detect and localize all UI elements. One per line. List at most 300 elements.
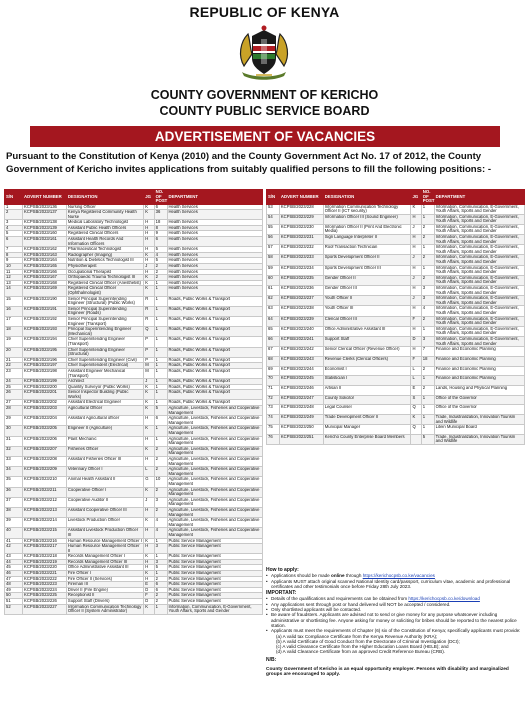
row-sn: 44 (5, 559, 23, 565)
apply-text: Applications should be made (271, 573, 332, 579)
row-sn: 16 (5, 306, 23, 316)
row-designation: Office Administrative Assistant III (323, 326, 411, 336)
vacancies-link[interactable]: https://kerichocpsb.co.ke/vacancies (362, 573, 435, 579)
row-designation: Chief Superintendent (Electrical) (66, 363, 143, 369)
row-designation: Engineer II (Agriculture) (66, 426, 143, 436)
table-row (267, 286, 525, 296)
table-row (267, 245, 525, 255)
table-row (5, 528, 263, 538)
row-jg: H (144, 528, 154, 538)
row-department: Public Service Management (167, 587, 263, 593)
row-advert-number: KCPSB/2023/222 (23, 576, 67, 582)
row-posts: 1 (154, 337, 167, 347)
row-designation: Youth Officer II (323, 296, 411, 306)
row-advert-number: KCPSB/2023/165 (23, 264, 67, 270)
row-jg: Q (144, 327, 154, 337)
row-sn: 28 (5, 406, 23, 416)
row-department: Agriculture, Livestock, Fisheries and Cooperative Management (167, 416, 263, 426)
row-posts: 1 (421, 265, 434, 275)
row-sn: 11 (5, 269, 23, 275)
row-jg: R (144, 296, 154, 306)
row-designation: Trade Development Officer II (323, 414, 411, 424)
row-jg: G (144, 477, 154, 487)
row-advert-number: KCPSB/2023/204 (23, 416, 67, 426)
row-designation: Radiographer (Imaging) (66, 252, 143, 258)
row-designation: Assistant Agricultural officer (66, 416, 143, 426)
header (0, 0, 529, 120)
row-designation: Agricultural Officer (66, 406, 143, 416)
row-designation: Office Administrative Assistant III (66, 565, 143, 571)
row-department: Agriculture, Livestock, Fisheries and Cooperative Management (167, 487, 263, 497)
row-designation: Registered Clinical Officer (Ophthalmologist) (66, 286, 143, 296)
row-department: Office of the Governor (434, 405, 524, 415)
row-jg: M (144, 368, 154, 378)
row-designation: Orthopaedic Trauma Technologist III (66, 275, 143, 281)
col-designation: DESIGNATION (66, 190, 143, 205)
table-row (267, 306, 525, 316)
row-posts: 1 (154, 357, 167, 363)
row-designation: Senior Principal Superintending Engineer (Roads) (66, 306, 143, 316)
row-jg: K (144, 204, 154, 210)
board-title: COUNTY PUBLIC SERVICE BOARD (159, 104, 370, 118)
table-row (267, 376, 525, 386)
row-posts: 5 (154, 565, 167, 571)
row-department: Agriculture, Livestock, Fisheries and Cooperative Management (167, 518, 263, 528)
row-sn: 68 (267, 356, 280, 366)
row-posts: 6 (154, 237, 167, 247)
row-designation: Support Staff (Drivers) (66, 599, 143, 605)
row-department: Health Services (167, 264, 263, 270)
row-department: Agriculture, Livestock, Fisheries and Cooperative Management (167, 528, 263, 538)
row-advert-number: KCPSB/2023/218 (23, 554, 67, 560)
row-sn: 12 (5, 275, 23, 281)
row-jg: J (411, 224, 421, 234)
row-designation: Youth Officer III (323, 306, 411, 316)
row-designation: Animal Health Assistant II (66, 477, 143, 487)
row-sn: 42 (5, 544, 23, 554)
row-department: Roads, Public Works & Transport (167, 327, 263, 337)
row-advert-number: KCPSB/2023/225 (23, 593, 67, 599)
row-advert-number: KCPSB/2023/191 (23, 306, 67, 316)
row-advert-number: KCPSB/2023/195 (23, 347, 67, 357)
requirement-crb: (d) A valid Clearance Certificate from an approved Credit Reference Bureau (CRB). (276, 649, 446, 655)
row-advert-number: KCPSB/2023/248 (279, 405, 323, 415)
row-jg: J (411, 296, 421, 306)
table-row (267, 405, 525, 415)
row-department: Agriculture, Livestock, Fisheries and Cooperative Management (167, 406, 263, 416)
row-posts: 7 (421, 347, 434, 357)
row-department: Trade, Industrialization, Innovation Tourism and Wildlife (434, 434, 524, 444)
row-posts: 8 (154, 225, 167, 231)
row-jg: K (411, 414, 421, 424)
row-department: Health Services (167, 269, 263, 275)
row-sn: 14 (5, 286, 23, 296)
row-designation: Receptionist II (66, 593, 143, 599)
row-advert-number: KCPSB/2023/208 (23, 457, 67, 467)
row-jg: M (144, 363, 154, 369)
row-jg: Q (411, 425, 421, 435)
row-sn: 64 (267, 316, 280, 326)
requirement-kra: (a) A valid tax Compliance Certificate from the Kenya Revenue Authority (KRA); (276, 633, 438, 639)
row-designation: Human Resource Management Officer II (66, 544, 143, 554)
row-posts: 2 (421, 255, 434, 265)
row-posts: 18 (154, 220, 167, 226)
table-row (267, 316, 525, 326)
row-designation: Records Management Officer I (66, 554, 143, 560)
row-department: Roads, Public Works & Transport (167, 347, 263, 357)
intro-paragraph: Pursuant to the Constitution of Kenya (2010) and the County Government Act No. 17 of 2012, the County Government of Kericho invites applications from suitably qualified persons to fill the following positions: - (6, 151, 492, 175)
row-posts: 1 (421, 326, 434, 336)
row-advert-number: KCPSB/2023/216 (23, 538, 67, 544)
download-link[interactable]: https://kerichocpsb.co.ke/download (408, 596, 480, 602)
row-jg: H (144, 237, 154, 247)
row-department: Public Service Management (167, 582, 263, 588)
row-department: Roads, Public Works & Transport (167, 363, 263, 369)
row-department: Lands, Housing and Physical Planning (434, 385, 524, 395)
row-department: Agriculture, Livestock, Fisheries and Cooperative Management (167, 497, 263, 507)
row-sn: 17 (5, 316, 23, 326)
row-sn: 55 (267, 224, 280, 234)
row-department: Public Service Management (167, 554, 263, 560)
shortlisted-item: • Only shortlisted applicants will be contacted. (266, 607, 525, 612)
row-department: Agriculture, Livestock, Fisheries and Cooperative Management (167, 467, 263, 477)
row-advert-number: KCPSB/2023/205 (23, 426, 67, 436)
table-row (5, 406, 263, 416)
row-posts: 1 (154, 426, 167, 436)
row-sn: 56 (267, 235, 280, 245)
row-jg: H (411, 306, 421, 316)
row-department: Public Service Management (167, 571, 263, 577)
row-jg: K (144, 571, 154, 577)
row-department: Litein Municipal Board (434, 425, 524, 435)
table-row (5, 237, 263, 247)
table-row (5, 416, 263, 426)
row-advert-number: KCPSB/2023/226 (23, 599, 67, 605)
row-posts: 6 (154, 587, 167, 593)
row-advert-number: KCPSB/2023/166 (23, 269, 67, 275)
row-designation: Pharmaceutical Technologist (66, 247, 143, 253)
row-advert-number: KCPSB/2023/241 (279, 336, 323, 346)
table-row (5, 446, 263, 456)
chapter-six-item: • Applicants must meet the requirements of Chapter (6) six of the Constitution of Kenya; specifically applicants must provide: (266, 628, 525, 633)
row-jg: K (144, 286, 154, 296)
row-designation: Statistician I (323, 376, 411, 386)
row-posts: 2 (154, 576, 167, 582)
row-designation: Revenue Clerks (Clerical Officers) (323, 356, 411, 366)
row-department: Information, Communication, E-Government, Youth Affairs, Sports and Gender (434, 255, 524, 265)
row-designation: Economist I (323, 366, 411, 376)
row-jg: L (411, 366, 421, 376)
row-posts: 1 (154, 280, 167, 286)
row-jg: P (144, 357, 154, 363)
row-sn: 18 (5, 327, 23, 337)
row-posts: 1 (421, 376, 434, 386)
row-posts: 2 (421, 224, 434, 234)
row-department: Finance and Economic Planning (434, 376, 524, 386)
row-department: Finance and Economic Planning (434, 347, 524, 357)
row-jg: K (144, 210, 154, 220)
row-department: Health Services (167, 258, 263, 264)
row-designation: Assistant Livestock Production Officer III (66, 528, 143, 538)
row-advert-number: KCPSB/2023/206 (23, 436, 67, 446)
col-posts: NO. OF POST (155, 189, 168, 203)
row-jg: H (144, 544, 154, 554)
row-posts: 1 (421, 204, 434, 214)
row-department: Information, Communication, E-Government, Youth Affairs, Sports and Gender (434, 224, 524, 234)
row-posts: 1 (154, 347, 167, 357)
row-jg: H (144, 576, 154, 582)
row-jg: H (411, 347, 421, 357)
row-department: Public Service Management (167, 565, 263, 571)
table-row (5, 436, 263, 446)
row-jg: H (144, 416, 154, 426)
row-posts: 2 (154, 507, 167, 517)
row-posts: 2 (154, 264, 167, 270)
row-department: Agriculture, Livestock, Fisheries and Cooperative Management (167, 507, 263, 517)
row-designation: Assistant Cooperative Officer III (66, 507, 143, 517)
row-sn: 37 (5, 497, 23, 507)
left-vacancy-table (4, 189, 263, 615)
row-department: Health Services (167, 252, 263, 258)
row-department: Information, Communication, E-Government, Youth Affairs, Sports and Gender (434, 336, 524, 346)
row-jg: H (411, 265, 421, 275)
row-sn: 27 (5, 400, 23, 406)
row-jg: D (144, 599, 154, 605)
table-row (5, 306, 263, 316)
col-designation: DESIGNATION (323, 190, 411, 205)
row-posts: 36 (154, 210, 167, 220)
row-designation: Principal Superintending Engineer (Mechanical) (66, 327, 143, 337)
table-row (267, 336, 525, 346)
row-jg: K (411, 204, 421, 214)
row-designation: Chief Superintending Engineer (Structural) (66, 347, 143, 357)
table-row (267, 204, 525, 214)
row-sn: 20 (5, 347, 23, 357)
table-row (267, 214, 525, 224)
col-advert-number: ADVERT NUMBER (279, 190, 323, 205)
apply-online-word: online (331, 573, 345, 579)
row-sn: 2 (5, 210, 23, 220)
row-designation: Sports Development Officer III (323, 265, 411, 275)
row-posts: 5 (154, 406, 167, 416)
table-row (5, 497, 263, 507)
row-jg: H (144, 225, 154, 231)
row-sn: 24 (5, 379, 23, 385)
row-jg: K (144, 384, 154, 390)
row-posts: 9 (154, 231, 167, 237)
row-jg: R (144, 306, 154, 316)
row-sn: 30 (5, 426, 23, 436)
row-posts: 4 (154, 252, 167, 258)
row-department: Office of the Governor (434, 395, 524, 405)
row-posts: 1 (154, 384, 167, 390)
row-department: Agriculture, Livestock, Fisheries and Cooperative Management (167, 426, 263, 436)
row-posts: 3 (154, 497, 167, 507)
row-sn: 69 (267, 366, 280, 376)
row-advert-number: KCPSB/2023/214 (23, 518, 67, 528)
row-posts: 1 (154, 604, 167, 614)
fraudsters-item: • Be aware of fraudsters. Applicants are advised not to send or give money for any purpose whatsoever including administrative or shortlisting fee. Anyone asking for money or soliciting for bribes should be reported to the nearest police station. (266, 612, 525, 628)
row-jg: K (144, 538, 154, 544)
row-posts: 1 (421, 425, 434, 435)
row-department: Finance and Economic Planning (434, 366, 524, 376)
row-posts: 4 (154, 518, 167, 528)
row-sn: 35 (5, 477, 23, 487)
row-department: Health Services (167, 204, 263, 210)
row-designation: Artisan II (323, 385, 411, 395)
row-jg: L (411, 376, 421, 386)
row-designation: Fire Officer II (Services) (66, 576, 143, 582)
row-department: Information, Communication, E-Government, Youth Affairs, Sports and Gender (167, 604, 263, 614)
row-jg: H (144, 269, 154, 275)
row-advert-number: KCPSB/2023/200 (23, 384, 67, 390)
row-department: Public Service Management (167, 559, 263, 565)
row-designation: Senior Principal Superintending Engineer (Transport) (66, 316, 143, 326)
row-advert-number: KCPSB/2023/207 (23, 446, 67, 456)
row-sn: 21 (5, 357, 23, 363)
row-jg: S (411, 395, 421, 405)
row-jg: H (411, 235, 421, 245)
row-advert-number: KCPSB/2023/230 (279, 224, 323, 234)
row-posts: 1 (421, 395, 434, 405)
row-posts: 3 (421, 296, 434, 306)
row-advert-number: KCPSB/2023/237 (279, 296, 323, 306)
row-sn: 9 (5, 258, 23, 264)
row-designation: Records Management Officer III (66, 559, 143, 565)
row-sn: 8 (5, 252, 23, 258)
row-designation: Information Communication Technology Officer II (ICT security) (323, 204, 411, 214)
row-designation: Architect (66, 379, 143, 385)
table-row (5, 368, 263, 378)
row-advert-number: KCPSB/2023/209 (23, 467, 67, 477)
row-posts: 5 (154, 258, 167, 264)
row-department: Health Services (167, 237, 263, 247)
row-jg: H (411, 286, 421, 296)
row-advert-number: KCPSB/2023/217 (23, 544, 67, 554)
row-posts: 1 (421, 405, 434, 415)
table-row (267, 395, 525, 405)
row-jg: H (144, 457, 154, 467)
row-designation: Kericho County Enterprise Board Members (323, 434, 411, 444)
row-posts: 1 (421, 214, 434, 224)
row-posts: 2 (421, 316, 434, 326)
row-designation: Municipal Manager (323, 425, 411, 435)
row-designation: Occupational Therapist (66, 269, 143, 275)
row-posts: 2 (154, 457, 167, 467)
row-designation: Fire Officer I (66, 571, 143, 577)
row-jg (411, 434, 421, 444)
row-posts: 1 (154, 368, 167, 378)
row-designation: Fisheries Officer (66, 446, 143, 456)
row-advert-number: KCPSB/2023/236 (279, 286, 323, 296)
row-advert-number: KCPSB/2023/194 (23, 337, 67, 347)
row-posts: 4 (154, 528, 167, 538)
row-posts: 1 (154, 296, 167, 306)
left-vacancy-column (4, 189, 263, 615)
row-sn: 72 (267, 395, 280, 405)
row-advert-number: KCPSB/2023/232 (279, 245, 323, 255)
table-row (5, 507, 263, 517)
table-row (5, 518, 263, 528)
row-department: Information, Communication, E-Government, Youth Affairs, Sports and Gender (434, 235, 524, 245)
row-jg: F (411, 316, 421, 326)
table-row (5, 390, 263, 400)
row-department: Public Service Management (167, 544, 263, 554)
row-jg: Q (411, 405, 421, 415)
row-jg: D (144, 587, 154, 593)
row-posts: 1 (421, 414, 434, 424)
row-jg: L (144, 467, 154, 477)
row-sn: 19 (5, 337, 23, 347)
row-advert-number: KCPSB/2023/211 (23, 487, 67, 497)
right-vacancy-column (266, 189, 525, 445)
table-row (267, 414, 525, 424)
row-department: Roads, Public Works & Transport (167, 368, 263, 378)
row-sn: 45 (5, 565, 23, 571)
row-designation: Clerical Officer III (323, 316, 411, 326)
row-sn: 32 (5, 446, 23, 456)
row-jg: E (411, 385, 421, 395)
row-sn: 76 (267, 434, 280, 444)
row-department: Roads, Public Works & Transport (167, 379, 263, 385)
row-advert-number: KCPSB/2023/221 (23, 571, 67, 577)
col-jg: JG (411, 190, 421, 205)
row-posts: 1 (154, 316, 167, 326)
row-sn: 13 (5, 280, 23, 286)
row-posts: 18 (421, 356, 434, 366)
table-row (5, 337, 263, 347)
row-jg: P (144, 337, 154, 347)
row-posts: 2 (421, 385, 434, 395)
row-jg: J (144, 379, 154, 385)
row-sn: 63 (267, 306, 280, 316)
table-row (267, 425, 525, 435)
row-advert-number: KCPSB/2023/223 (23, 582, 67, 588)
row-advert-number: KCPSB/2023/247 (279, 395, 323, 405)
row-posts: 3 (421, 336, 434, 346)
row-sn: 51 (5, 599, 23, 605)
row-department: Information, Communication, E-Government, Youth Affairs, Sports and Gender (434, 245, 524, 255)
equal-opportunity-note: County Government of Kericho is an equal opportunity employer. Persons with disability and marginalized groups are encouraged to apply. (266, 667, 509, 678)
col-jg: JG (144, 190, 154, 205)
row-sn: 40 (5, 528, 23, 538)
row-department: Roads, Public Works & Transport (167, 384, 263, 390)
row-jg: F (411, 356, 421, 366)
row-jg: K (144, 252, 154, 258)
row-department: Trade, Industrialization, Innovation Tourism and Wildlife (434, 414, 524, 424)
row-advert-number: KCPSB/2023/192 (23, 316, 67, 326)
row-sn: 26 (5, 390, 23, 400)
row-advert-number: KCPSB/2023/250 (279, 425, 323, 435)
col-department: DEPARTMENT (167, 190, 263, 205)
row-designation: County Solicitor (323, 395, 411, 405)
row-posts: 1 (154, 400, 167, 406)
row-department: Public Service Management (167, 599, 263, 605)
row-advert-number: KCPSB/2023/243 (279, 356, 323, 366)
row-jg: K (144, 554, 154, 560)
row-designation: Nursing Officer (66, 204, 143, 210)
row-jg: K (144, 446, 154, 456)
row-posts: 2 (421, 366, 434, 376)
table-row (5, 604, 263, 614)
row-posts: 10 (154, 477, 167, 487)
row-advert-number: KCPSB/2023/251 (279, 434, 323, 444)
row-advert-number: KCPSB/2023/219 (23, 559, 67, 565)
row-posts: 1 (154, 390, 167, 400)
row-sn: 29 (5, 416, 23, 426)
row-jg: H (144, 436, 154, 446)
row-department: Roads, Public Works & Transport (167, 337, 263, 347)
